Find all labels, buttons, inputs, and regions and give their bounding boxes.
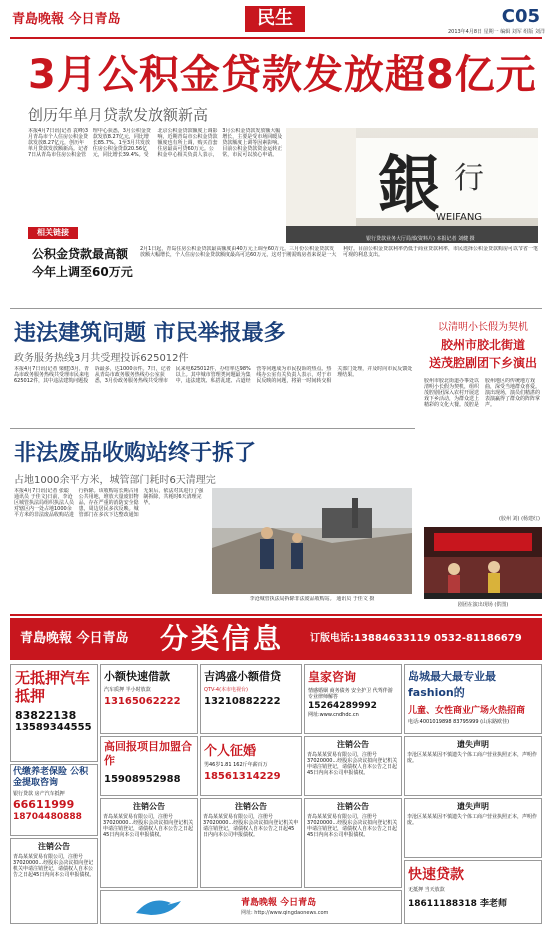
lead-lower-body: 2月1日起，青岛住房公积金贷款最高额度由40万元上调至60万元。三月份公积金贷款发放额大幅增长，个人住房公积金贷款额度最高可达60万元，这对于刚需购房者来说是一大利好。目前公积金贷款利率仍低于商业贷款利率，市民选择公积金贷款购房可以节省一笔可观的利息支出。 xyxy=(140,246,539,258)
ad-jihongsheng-phone: 13210882222 xyxy=(204,696,281,707)
ad-loss-statement xyxy=(404,736,542,796)
ad-fast-loan-head: 快速贷款 xyxy=(408,867,464,883)
ad-pension-phone2: 18704480888 xyxy=(13,812,82,822)
ad-royal-consult-phone: 15264289992 xyxy=(308,701,377,711)
lead-body: 本报4月7日讯(记者 袁峰)3月青岛市个人住房公积金贷款发放8.27亿元，创历年单月贷款发放额新高。记者7日从青岛市住房公积金管理中心获悉，3月公积金贷款发放8.27亿元，同比增长85.7%。1至3月共发放住房公积金贷款20.56亿元，同比增长39.4%。受北京公积金贷款额度上调影响，近期青岛市公积金贷款额度也有所上调，购买首套住房最高可贷60万元。公积金中心相关负责人表示，3月公积金贷款发放额大幅增长，主要是受市场回暖及贷款额度上调等因素影响。目前公积金贷款资金运转正常，市民可以放心申请。 xyxy=(28,128,283,158)
side-kicker: 以清明小长假为契机 xyxy=(438,322,528,333)
page-number: C05 xyxy=(501,6,540,27)
side-photo xyxy=(424,527,542,599)
lead-subhead: 创历年单月贷款发放额新高 xyxy=(28,106,209,124)
masthead xyxy=(0,0,550,38)
ad-matchmaking-sub: 男46岁1.81 162斤年薪百万 xyxy=(204,762,268,768)
stage-performance-illustration xyxy=(424,527,542,599)
ad-notice-5 xyxy=(10,838,98,924)
ad-notice-4-head: 注销公告 xyxy=(337,802,369,811)
ad-loss-2-head: 遗失声明 xyxy=(457,802,489,811)
ad-fast-loan-sub: 无抵押 当天放款 xyxy=(408,887,445,893)
story3-subhead: 占地1000余平方米，城管部门耗时6天清理完 xyxy=(14,475,216,486)
ad-notice-4-body: 青岛某某贸易有限公司，注册号37020000...经股东会决议拟向登记机关申请注销登记，请债权人自本公告之日起45日内向本公司申报债权。 xyxy=(307,814,398,838)
section-divider-1 xyxy=(10,308,542,309)
classifieds-logo: 青島晚報 今日青岛 xyxy=(20,631,129,646)
ad-notice-5-body: 青岛某某贸易有限公司，注册号37020000...经股东会决议拟向登记机关申请注销登记，请债权人自本公告之日起45日内向本公司申报债权。 xyxy=(13,854,95,878)
demolition-illustration xyxy=(212,488,412,594)
story2-headline: 违法建筑问题 市民举报最多 xyxy=(14,321,286,346)
classifieds-title: 分类信息 xyxy=(160,622,285,655)
ad-notice-3-body: 青岛某某贸易有限公司，注册号37020000...经股东会决议拟向登记机关申请注销登记，请债权人自本公告之日起45日内向本公司申报债权。 xyxy=(203,814,299,838)
section-badge: 民生 xyxy=(245,6,305,32)
ad-jihongsheng-head: 吉鸿盛小额借贷 xyxy=(204,670,281,683)
ad-cancellation-notice xyxy=(304,736,402,796)
lead-headline: 3月公积金贷款发放超8亿元 xyxy=(28,52,537,98)
ad-cancellation-head: 注销公告 xyxy=(337,740,369,749)
ad-pension xyxy=(10,764,98,836)
ad-notice-2 xyxy=(100,798,198,888)
callout-line1: 公积金贷款最高额 xyxy=(32,247,129,261)
ad-fashion-plaza-head: 岛城最大最专业最fashion的 xyxy=(408,670,496,699)
dove-icon xyxy=(131,893,191,923)
ad-car-pledge-phone1: 83822138 xyxy=(15,709,77,722)
callout-line2: 今年上调至60万元 xyxy=(32,265,133,279)
masthead-rule xyxy=(10,37,542,39)
story2-subhead: 政务服务热线3月共受理投诉625012件 xyxy=(14,353,189,364)
classifieds-top-rule xyxy=(10,614,542,616)
ad-quick-loan-head: 小额快速借款 xyxy=(104,670,170,683)
masthead-logo: 青島晚報 今日青岛 xyxy=(12,12,121,27)
ad-quick-loan-sub: 汽车质押 半小时放款 xyxy=(104,687,151,693)
bottom-promo xyxy=(100,890,402,924)
side-photo-caption: 剧团在演出现场 (供图) xyxy=(457,602,509,608)
ad-high-return xyxy=(100,736,198,796)
ad-royal-consult-head: 皇家咨询 xyxy=(308,670,357,684)
ad-notice-2-head: 注销公告 xyxy=(133,802,165,811)
story3-photo-caption: 李沧城管执法局拆除非法废品收购站。 通讯员 于佳文 摄 xyxy=(249,596,375,602)
related-link-tag: 相关链接 xyxy=(28,227,78,239)
story2-body: 本报4月7日讯(记者 梁健)3月，青岛市政务服务热线共受理市民来电625012件，其中违法建筑问题投诉最多，达1000余件。7日，记者从青岛市政务服务热线办公室获悉，3月份政务服务热线共受理市民来电625012件，办结率达98%以上。其中城市管理类问题最为集中，违法建筑、私搭乱建、占道经营等问题成为市民投诉的热点。热线办公室有关负责人表示，对于市民反映的问题，将第一时间转交相关部门处理，并及时向市民反馈处理结果。 xyxy=(14,366,413,384)
bottom-promo-logo: 青島晚報 今日青岛 xyxy=(241,898,317,908)
ad-quick-loan-phone: 13165062222 xyxy=(104,696,181,707)
side-headline2: 送茂腔剧团下乡演出 xyxy=(428,356,537,370)
ad-notice-3-head: 注销公告 xyxy=(235,802,267,811)
ad-jihongsheng-sub: QTV-4(本市电视台) xyxy=(204,687,249,693)
ad-notice-2-body: 青岛某某贸易有限公司，注册号37020000...经股东会决议拟向登记机关申请注销登记，请债权人自本公告之日起45日内向本公司申报债权。 xyxy=(103,814,194,838)
story3-body: 本报4月7日讯(记者 张聪 通讯员 于佳文)日前，李沧区城管执法局组织执法人员对辖区内一处占地1000余平方米的非法废品收购站进行拆除。该收购站长期占用公共用地，堆放大量废旧物品，存在严重的消防安全隐患，周边居民多次反映。城管部门在多次下达整改通知无果后，依法对其进行了强制拆除，共耗时6天清理完毕。 xyxy=(14,488,204,518)
ad-royal-consult-web: 网址:www.cndhdc.cn xyxy=(308,712,359,718)
story3-headline: 非法废品收购站终于拆了 xyxy=(14,441,257,466)
ad-royal-consult-sub: 情感婚姻 商务债务 安全护卫 代驾伴游 专业律师解答 xyxy=(308,688,393,700)
ad-car-pledge xyxy=(10,664,98,762)
ad-notice-4 xyxy=(304,798,402,888)
ad-loss-2-body: 李沧区某某某因不慎遗失个体工商户营业执照正本，声明作废。 xyxy=(407,814,538,826)
ad-matchmaking-phone: 18561314229 xyxy=(204,771,281,782)
ad-loss-head: 遗失声明 xyxy=(457,740,489,749)
ad-fast-loan xyxy=(404,860,542,924)
bottom-promo-web: 网址: http://www.qingdaonews.com xyxy=(241,910,329,916)
ad-quick-loan xyxy=(100,664,198,734)
ad-jihongsheng xyxy=(200,664,302,734)
ad-pension-head: 代缴养老保险 公积金提取咨询 xyxy=(13,767,89,788)
bank-sign-illustration xyxy=(286,128,538,243)
ad-loss-body: 李沧区某某某因不慎遗失个体工商户营业执照正本，声明作废。 xyxy=(407,752,538,764)
ad-car-pledge-head: 无抵押汽车抵押 xyxy=(15,669,91,705)
side-headline1: 胶州市胶北街道 xyxy=(440,338,525,352)
classifieds-header xyxy=(10,618,542,660)
story3-photo xyxy=(212,488,412,594)
ad-pension-sub: 银行贷款 房产汽车抵押 xyxy=(13,791,65,797)
lead-photo-caption: 银行贷款业务大厅局部(资料片) 本报记者 刘健 摄 xyxy=(366,236,475,242)
side-byline: (胶州 刘) (杨建红) xyxy=(499,516,540,522)
ad-car-pledge-phone2: 13589344555 xyxy=(15,722,92,733)
ad-fashion-plaza xyxy=(404,664,542,734)
svg-text:行: 行 xyxy=(454,161,484,196)
ad-matchmaking xyxy=(200,736,302,796)
svg-text:銀: 銀 xyxy=(378,148,441,221)
ad-matchmaking-head: 个人征婚 xyxy=(204,744,257,759)
section-divider-2 xyxy=(10,428,415,429)
ad-high-return-phone: 15908952988 xyxy=(104,774,181,785)
ad-loss-2 xyxy=(404,798,542,858)
ad-high-return-head: 高回报项目加盟合作 xyxy=(104,740,192,767)
classifieds-hotline: 订版电话:13884633119 0532-81186679 xyxy=(310,633,522,644)
svg-text:WEIFANG: WEIFANG xyxy=(436,212,483,223)
ad-notice-3 xyxy=(200,798,302,888)
ad-royal-consult xyxy=(304,664,402,734)
lead-photo xyxy=(286,128,538,243)
ad-fast-loan-phone: 18611188318 李老师 xyxy=(408,899,508,909)
dateline: 2013年4月8日 星期一 编辑 刘军 组版 刘洋 xyxy=(447,29,545,35)
ad-notice-5-head: 注销公告 xyxy=(38,842,70,851)
ad-pension-phone1: 66611999 xyxy=(13,798,75,811)
side-body: 胶州市胶北街道办事处以清明小长假为契机，组织茂腔剧团深入农村开展送戏下乡活动，为群众送上精彩的文化大餐。茂腔是胶州地区的传统地方戏曲，深受当地群众喜爱。演出现场，演员们精湛的表演赢得了群众的阵阵掌声。 xyxy=(424,378,541,408)
ad-cancellation-body: 青岛某某贸易有限公司，注册号37020000...经股东会决议拟向登记机关申请注销登记，请债权人自本公告之日起45日内向本公司申报债权。 xyxy=(307,752,398,776)
ad-fashion-plaza-phone: 电话:4001019898 83795999 (山东路欧佳) xyxy=(408,719,510,725)
ad-fashion-plaza-sub: 儿童、女性商业广场火热招商 xyxy=(408,706,526,716)
